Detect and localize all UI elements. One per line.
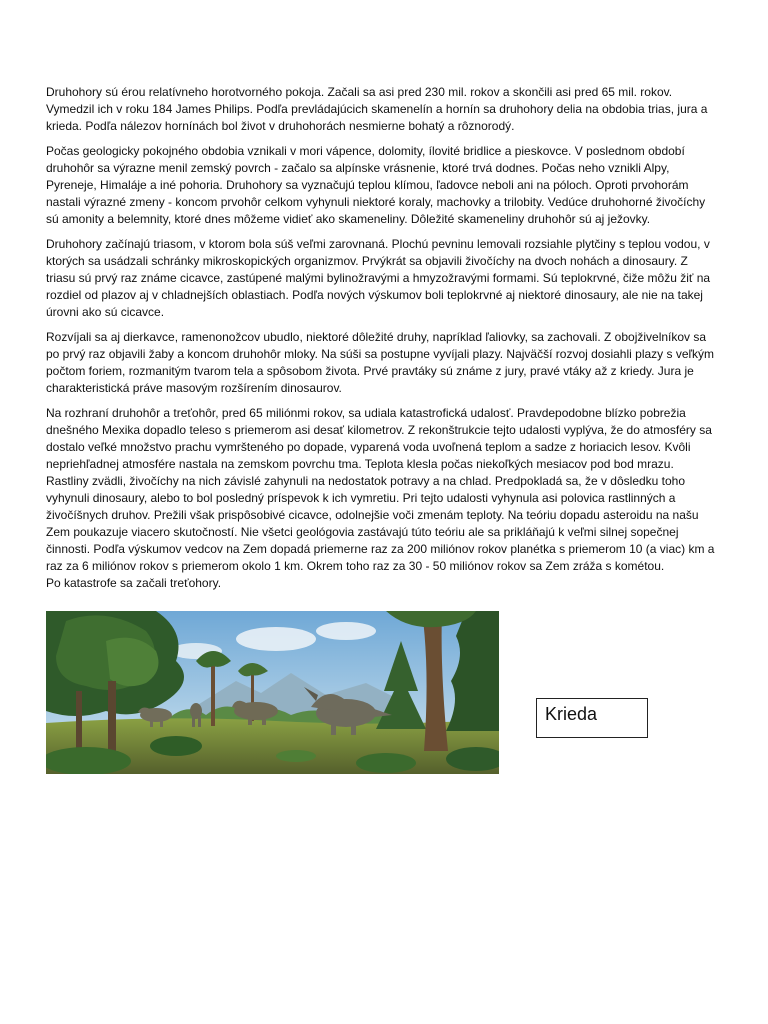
cloud bbox=[316, 622, 376, 640]
caption-krieda bbox=[536, 698, 648, 738]
paragraph-triassic: Druhohory začínajú triasom, v ktorom bola súš veľmi zarovnaná. Plochú pevninu lemovali rozsiahle plytčiny s teplou vodou, v ktorých sa usádzali schránky mikroskopických organizmov. Prvýkrát sa objavili živočíchy na dvoch nohách a dinosaury. Z triasu sú prvý raz známe cicavce, zastúpené malými bylinožravými a hmyzožravými formami. Sú teplokrvné, čiže môžu žiť na rozdiel od plazov aj v chladnejších oblastiach. Podľa nových výskumov boli teplokrvné aj niektoré dinosaury, ale nie na takej úrovni ako sú cicavce. bbox=[46, 237, 711, 319]
caption-text: Krieda bbox=[545, 704, 598, 724]
tree-trunk bbox=[211, 666, 215, 726]
tree-trunk bbox=[76, 691, 82, 751]
cretaceous-illustration bbox=[46, 611, 499, 774]
fern bbox=[276, 750, 316, 762]
paragraph-extinction: Na rozhraní druhohôr a treťohôr, pred 65 miliónmi rokov, sa udiala katastrofická udalosť. Pravdepodobne blízko pobrežia dnešného Mexika dopadlo teleso s priemerom asi desať kilometrov. Z rekonštrukcie tejto udalosti vyplýva, že do atmosféry sa dostalo veľké množstvo prachu vymršteného po dopade, vyparená voda uvoľnená teplom a sadze z horiacich lesov. Kvôli nepriehľadnej atmosfére nastala na zemskom povrchu tma. Teplota klesla počas niekoľkých mesiacov pod bod mrazu. Rastliny zvädli, živočíchy na nich závislé zahynuli na nedostatok potravy a na chlad. Predpokladá sa, že v dôsledku toho vyhynuli dinosaury, alebo to bol posledný príspevok k ich vymretiu. Pri tejto udalosti vyhynula asi polovica rastlinných a živočíšnych druhov. Prežili však prispôsobivé cicavce, odolnejšie voči zmenám teploty. Na teóriu dopadu asteroidu na našu Zem poukazuje viacero skutočností. Nie všetci geológovia zastávajú túto teóriu ale sa prikláňajú k veľmi silnej sopečnej činnosti. Podľa výskumov vedcov na Zem dopadá priemerne raz za 200 miliónov rokov planétka s priemerom 10 (a viac) km a raz za 6 miliónov rokov s priemerom okolo 1 km. Okrem toho raz za 30 - 50 miliónov rokov sa Zem zráža s kométou. bbox=[46, 406, 715, 573]
cloud bbox=[236, 627, 316, 651]
paragraph-intro: Druhohory sú érou relatívneho horotvorného pokoja. Začali sa asi pred 230 mil. rokov a skončili asi pred 65 mil. rokov. Vymedzil ich v roku 184 James Philips. Podľa prevládajúcich skamenelín a hornín sa druhohory delia na obdobia trias, jura a krieda. Podľa nálezov hornínách bol život v druhohorách nesmierne bohatý a rôznorodý. bbox=[46, 85, 708, 133]
tree-trunk bbox=[108, 681, 116, 751]
paragraph-reptiles: Rozvíjali sa aj dierkavce, ramenonožcov ubudlo, niektoré dôležité druhy, napríklad ľaliovky, sa zachovali. Z obojživelníkov sa po prvý raz objavili žaby a koncom druhohôr mloky. Na súši sa postupne vyvíjali plazy. Najväčší rozvoj dosiahli plazy s veľkým počtom foriem, rozmanitým tvarom tela a spôsobom života. Prvé pravtáky sú známe z jury, pravé vtáky až z kriedy. Jura je charakteristická práve masovým rozšírením dinosaurov. bbox=[46, 330, 714, 395]
paragraph-geology: Počas geologicky pokojného obdobia vznikali v mori vápence, dolomity, ílovité bridlice a pieskovce. V poslednom období druhohôr sa výrazne menil zemský povrch - začalo sa alpínske vrásnenie, ktoré trvá dodnes. Počas neho vznikli Alpy, Pyreneje, Himaláje a iné pohoria. Druhohory sa vyznačujú teplou klímou, ľadovce neboli ani na póloch. Oproti prvohorám nastali výrazné zmeny - koncom prvohôr celkom vyhynuli niektoré koraly, machovky a trilobity. Vedúce druhohorné živočíchy sú amonity a belemnity, ktoré dnes môžeme vidieť ako skameneliny. Dôležité skameneliny druhohôr sú aj ježovky. bbox=[46, 144, 706, 226]
fern bbox=[356, 753, 416, 773]
landscape-image bbox=[46, 611, 499, 774]
document-body bbox=[46, 84, 718, 592]
closing-line: Po katastrofe sa začali treťohory. bbox=[46, 576, 222, 590]
fern bbox=[150, 736, 202, 756]
